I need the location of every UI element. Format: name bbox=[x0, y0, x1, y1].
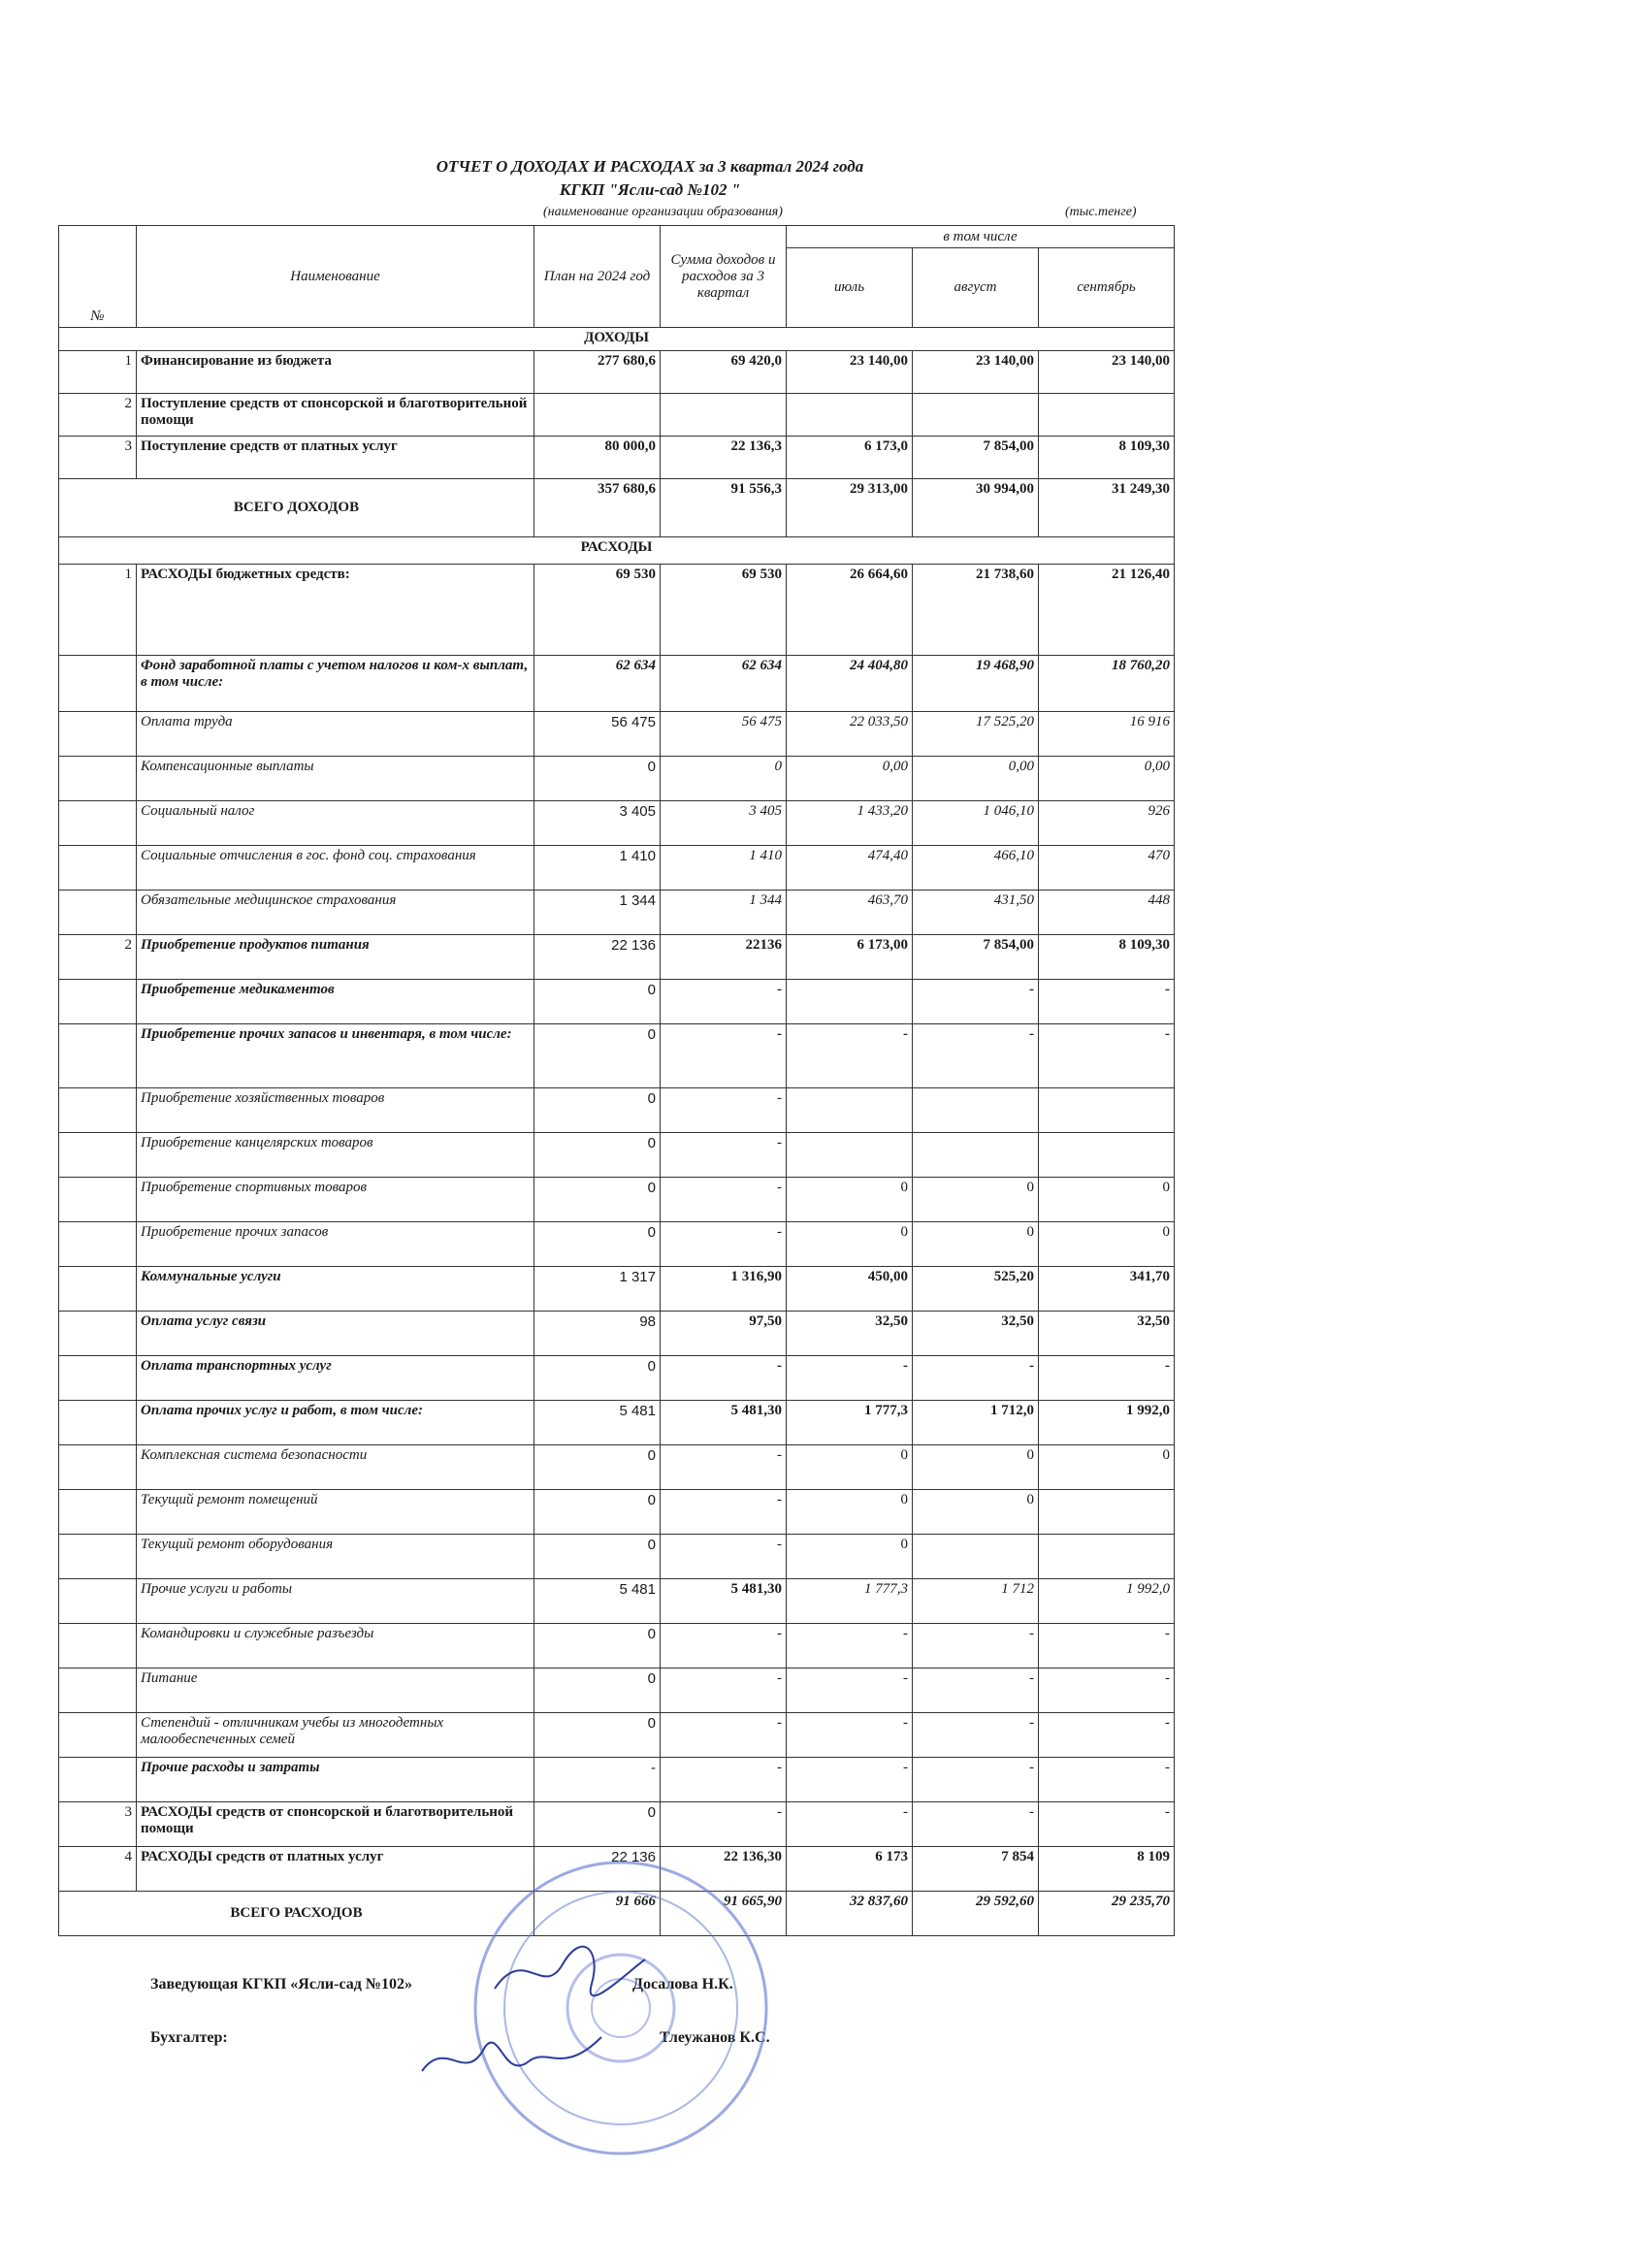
cell-m3: 8 109 bbox=[1039, 1847, 1175, 1892]
cell-m2: 7 854,00 bbox=[913, 935, 1039, 980]
table-row bbox=[59, 394, 1175, 437]
cell-m1 bbox=[787, 1133, 913, 1178]
row-number: 1 bbox=[59, 351, 137, 394]
cell-sum: 91 556,3 bbox=[661, 479, 787, 537]
table-header-row bbox=[59, 226, 1175, 248]
table-row bbox=[59, 1222, 1175, 1267]
cell-m2: 431,50 bbox=[913, 891, 1039, 935]
cell-plan: 62 634 bbox=[534, 656, 661, 712]
cell-sum: 22136 bbox=[661, 935, 787, 980]
row-name: Поступление средств от спонсорской и благотворительной помощи bbox=[137, 394, 534, 437]
cell-m3: 0 bbox=[1039, 1445, 1175, 1490]
cell-m3: - bbox=[1039, 980, 1175, 1024]
row-number bbox=[59, 1133, 137, 1178]
cell-m2 bbox=[913, 1535, 1039, 1579]
cell-m3 bbox=[1039, 1535, 1175, 1579]
cell-m2: - bbox=[913, 1802, 1039, 1847]
row-name: Комплексная система безопасности bbox=[137, 1445, 534, 1490]
cell-m1: 26 664,60 bbox=[787, 565, 913, 656]
cell-plan: 1 410 bbox=[534, 846, 661, 891]
cell-m2: 0,00 bbox=[913, 757, 1039, 801]
cell-m3: - bbox=[1039, 1669, 1175, 1713]
head-signature bbox=[485, 1940, 650, 2008]
table-row bbox=[59, 1088, 1175, 1133]
report-title: ОТЧЕТ О ДОХОДАХ И РАСХОДАХ за 3 квартал 2024 года bbox=[436, 157, 864, 176]
table-row bbox=[59, 1356, 1175, 1401]
cell-sum: - bbox=[661, 1445, 787, 1490]
cell-sum: 5 481,30 bbox=[661, 1401, 787, 1445]
row-name: Приобретение прочих запасов и инвентаря, в том числе: bbox=[137, 1024, 534, 1088]
head-signature-label: Заведующая КГКП «Ясли-сад №102» bbox=[150, 1976, 412, 1993]
row-number: 4 bbox=[59, 1847, 137, 1892]
cell-sum: - bbox=[661, 1024, 787, 1088]
cell-m2: 29 592,60 bbox=[913, 1892, 1039, 1936]
cell-m3 bbox=[1039, 1133, 1175, 1178]
cell-sum: 69 420,0 bbox=[661, 351, 787, 394]
cell-plan: 0 bbox=[534, 1802, 661, 1847]
cell-sum: - bbox=[661, 1490, 787, 1535]
cell-m3: 29 235,70 bbox=[1039, 1892, 1175, 1936]
cell-m2: - bbox=[913, 1669, 1039, 1713]
table-row bbox=[59, 1758, 1175, 1802]
row-name: Приобретение канцелярских товаров bbox=[137, 1133, 534, 1178]
cell-sum: 62 634 bbox=[661, 656, 787, 712]
row-name: РАСХОДЫ средств от спонсорской и благотворительной помощи bbox=[137, 1802, 534, 1847]
cell-plan: 0 bbox=[534, 1490, 661, 1535]
row-number bbox=[59, 1267, 137, 1312]
col-name-header: Наименование bbox=[137, 226, 534, 328]
cell-sum: 97,50 bbox=[661, 1312, 787, 1356]
table-row bbox=[59, 935, 1175, 980]
cell-m3: 23 140,00 bbox=[1039, 351, 1175, 394]
row-number bbox=[59, 1624, 137, 1669]
row-number bbox=[59, 846, 137, 891]
cell-m2: 525,20 bbox=[913, 1267, 1039, 1312]
table-row bbox=[59, 1267, 1175, 1312]
table-row bbox=[59, 1312, 1175, 1356]
cell-plan: 0 bbox=[534, 1133, 661, 1178]
row-number: 3 bbox=[59, 1802, 137, 1847]
table-row bbox=[59, 712, 1175, 757]
report-table bbox=[58, 225, 1175, 1936]
row-name: Социальные отчисления в гос. фонд соц. страхования bbox=[137, 846, 534, 891]
cell-plan: 0 bbox=[534, 980, 661, 1024]
cell-sum: 0 bbox=[661, 757, 787, 801]
cell-m1: 32 837,60 bbox=[787, 1892, 913, 1936]
row-number: 2 bbox=[59, 394, 137, 437]
cell-plan: 1 317 bbox=[534, 1267, 661, 1312]
cell-m1: 0 bbox=[787, 1222, 913, 1267]
cell-plan: 22 136 bbox=[534, 1847, 661, 1892]
cell-m1: - bbox=[787, 1624, 913, 1669]
row-number bbox=[59, 1178, 137, 1222]
row-number: 2 bbox=[59, 935, 137, 980]
table-row bbox=[59, 1669, 1175, 1713]
cell-sum: 1 316,90 bbox=[661, 1267, 787, 1312]
cell-sum: 1 344 bbox=[661, 891, 787, 935]
table-row bbox=[59, 891, 1175, 935]
cell-m1 bbox=[787, 980, 913, 1024]
table-row bbox=[59, 437, 1175, 479]
row-number bbox=[59, 712, 137, 757]
cell-sum: 1 410 bbox=[661, 846, 787, 891]
col-september-header: сентябрь bbox=[1039, 248, 1175, 328]
cell-sum: - bbox=[661, 1222, 787, 1267]
row-name: Командировки и служебные разъезды bbox=[137, 1624, 534, 1669]
cell-sum: 22 136,3 bbox=[661, 437, 787, 479]
cell-m1: - bbox=[787, 1758, 913, 1802]
cell-m3: 926 bbox=[1039, 801, 1175, 846]
col-plan-header: План на 2024 год bbox=[534, 226, 661, 328]
cell-m1: - bbox=[787, 1713, 913, 1758]
cell-plan: 56 475 bbox=[534, 712, 661, 757]
cell-m1: 0 bbox=[787, 1178, 913, 1222]
seal-outer-ring bbox=[475, 1863, 766, 2154]
table-row bbox=[59, 351, 1175, 394]
cell-m3: 16 916 bbox=[1039, 712, 1175, 757]
row-name: Компенсационные выплаты bbox=[137, 757, 534, 801]
row-name: Финансирование из бюджета bbox=[137, 351, 534, 394]
row-name: Приобретение хозяйственных товаров bbox=[137, 1088, 534, 1133]
col-number-header: № bbox=[59, 226, 137, 328]
organization-name: КГКП "Ясли-сад №102 " bbox=[559, 180, 741, 199]
cell-plan: 3 405 bbox=[534, 801, 661, 846]
cell-m2 bbox=[913, 1133, 1039, 1178]
cell-sum: - bbox=[661, 1133, 787, 1178]
cell-plan: 0 bbox=[534, 1088, 661, 1133]
cell-m3: 32,50 bbox=[1039, 1312, 1175, 1356]
row-name: Оплата услуг связи bbox=[137, 1312, 534, 1356]
row-name: Коммунальные услуги bbox=[137, 1267, 534, 1312]
cell-m2: - bbox=[913, 1624, 1039, 1669]
cell-m1: 32,50 bbox=[787, 1312, 913, 1356]
table-row bbox=[59, 1579, 1175, 1624]
cell-sum: 3 405 bbox=[661, 801, 787, 846]
cell-m2: 7 854 bbox=[913, 1847, 1039, 1892]
cell-plan: 0 bbox=[534, 1222, 661, 1267]
cell-sum: 69 530 bbox=[661, 565, 787, 656]
row-name: Оплата труда bbox=[137, 712, 534, 757]
row-number bbox=[59, 801, 137, 846]
cell-sum: 22 136,30 bbox=[661, 1847, 787, 1892]
income-section-row bbox=[59, 328, 1175, 351]
cell-plan: 80 000,0 bbox=[534, 437, 661, 479]
organization-caption: (наименование организации образования) bbox=[543, 205, 783, 219]
cell-plan: 0 bbox=[534, 757, 661, 801]
cell-sum: - bbox=[661, 1088, 787, 1133]
cell-m1: 24 404,80 bbox=[787, 656, 913, 712]
cell-m3 bbox=[1039, 1490, 1175, 1535]
col-july-header: июль bbox=[787, 248, 913, 328]
row-number bbox=[59, 1222, 137, 1267]
row-name: РАСХОДЫ средств от платных услуг bbox=[137, 1847, 534, 1892]
official-seal bbox=[466, 1853, 776, 2163]
cell-plan: 0 bbox=[534, 1445, 661, 1490]
table-row bbox=[59, 801, 1175, 846]
row-number bbox=[59, 891, 137, 935]
cell-m3: 8 109,30 bbox=[1039, 935, 1175, 980]
cell-m1: - bbox=[787, 1024, 913, 1088]
table-row bbox=[59, 565, 1175, 656]
table-row bbox=[59, 1401, 1175, 1445]
cell-plan bbox=[534, 394, 661, 437]
cell-m2: 0 bbox=[913, 1222, 1039, 1267]
cell-plan: 0 bbox=[534, 1669, 661, 1713]
row-number bbox=[59, 1713, 137, 1758]
cell-m1: 6 173 bbox=[787, 1847, 913, 1892]
total-label: ВСЕГО РАСХОДОВ bbox=[59, 1892, 534, 1936]
expense-section-row-title: РАСХОДЫ bbox=[59, 537, 1175, 565]
col-sum-header: Сумма доходов и расходов за 3 квартал bbox=[661, 226, 787, 328]
row-number bbox=[59, 1356, 137, 1401]
table-row bbox=[59, 980, 1175, 1024]
row-name: Приобретение прочих запасов bbox=[137, 1222, 534, 1267]
row-number: 3 bbox=[59, 437, 137, 479]
cell-m1: 0,00 bbox=[787, 757, 913, 801]
cell-m2: - bbox=[913, 1758, 1039, 1802]
cell-sum: 5 481,30 bbox=[661, 1579, 787, 1624]
row-number: 1 bbox=[59, 565, 137, 656]
cell-m2 bbox=[913, 394, 1039, 437]
cell-m1: 463,70 bbox=[787, 891, 913, 935]
accountant-signature-name: Тлеужанов К.С. bbox=[660, 2029, 770, 2046]
cell-plan: 5 481 bbox=[534, 1579, 661, 1624]
cell-m3 bbox=[1039, 1088, 1175, 1133]
row-name: Поступление средств от платных услуг bbox=[137, 437, 534, 479]
cell-m2: 19 468,90 bbox=[913, 656, 1039, 712]
table-row bbox=[59, 1133, 1175, 1178]
cell-m1: 23 140,00 bbox=[787, 351, 913, 394]
cell-m3: 0,00 bbox=[1039, 757, 1175, 801]
cell-plan: 0 bbox=[534, 1535, 661, 1579]
cell-plan: 0 bbox=[534, 1356, 661, 1401]
table-row bbox=[59, 656, 1175, 712]
cell-sum: - bbox=[661, 1758, 787, 1802]
cell-sum: - bbox=[661, 1356, 787, 1401]
cell-plan: 0 bbox=[534, 1024, 661, 1088]
cell-m3: - bbox=[1039, 1713, 1175, 1758]
table-row bbox=[59, 1535, 1175, 1579]
cell-plan: 1 344 bbox=[534, 891, 661, 935]
cell-m2: 21 738,60 bbox=[913, 565, 1039, 656]
cell-m3: 448 bbox=[1039, 891, 1175, 935]
cell-m3: 341,70 bbox=[1039, 1267, 1175, 1312]
cell-m2: - bbox=[913, 1713, 1039, 1758]
table-row bbox=[59, 1445, 1175, 1490]
table-row bbox=[59, 1024, 1175, 1088]
row-name: Текущий ремонт помещений bbox=[137, 1490, 534, 1535]
table-row bbox=[59, 1624, 1175, 1669]
cell-m2: 1 046,10 bbox=[913, 801, 1039, 846]
cell-m1: 6 173,0 bbox=[787, 437, 913, 479]
cell-m2: - bbox=[913, 980, 1039, 1024]
row-number bbox=[59, 1088, 137, 1133]
cell-m1: 1 777,3 bbox=[787, 1401, 913, 1445]
row-name: Питание bbox=[137, 1669, 534, 1713]
cell-plan: 277 680,6 bbox=[534, 351, 661, 394]
cell-plan: 357 680,6 bbox=[534, 479, 661, 537]
cell-m2: 7 854,00 bbox=[913, 437, 1039, 479]
cell-m1: 29 313,00 bbox=[787, 479, 913, 537]
cell-m3: 21 126,40 bbox=[1039, 565, 1175, 656]
cell-m1: 0 bbox=[787, 1535, 913, 1579]
cell-m3: 8 109,30 bbox=[1039, 437, 1175, 479]
cell-m1: 6 173,00 bbox=[787, 935, 913, 980]
cell-m3: 1 992,0 bbox=[1039, 1579, 1175, 1624]
cell-plan: 0 bbox=[534, 1713, 661, 1758]
cell-sum: - bbox=[661, 1669, 787, 1713]
cell-plan: 5 481 bbox=[534, 1401, 661, 1445]
row-number bbox=[59, 1401, 137, 1445]
col-including-header: в том числе bbox=[787, 226, 1175, 248]
cell-m2: 0 bbox=[913, 1445, 1039, 1490]
accountant-signature-label: Бухгалтер: bbox=[150, 2029, 228, 2046]
cell-m2: 17 525,20 bbox=[913, 712, 1039, 757]
cell-m1: 1 433,20 bbox=[787, 801, 913, 846]
cell-plan: 0 bbox=[534, 1624, 661, 1669]
row-number bbox=[59, 1445, 137, 1490]
row-number bbox=[59, 1669, 137, 1713]
row-name: Прочие услуги и работы bbox=[137, 1579, 534, 1624]
cell-m2: 1 712 bbox=[913, 1579, 1039, 1624]
row-number bbox=[59, 757, 137, 801]
row-name: Социальный налог bbox=[137, 801, 534, 846]
cell-sum: 56 475 bbox=[661, 712, 787, 757]
cell-m2: 0 bbox=[913, 1178, 1039, 1222]
cell-m3 bbox=[1039, 394, 1175, 437]
cell-m2: 0 bbox=[913, 1490, 1039, 1535]
table-row bbox=[59, 846, 1175, 891]
cell-m1 bbox=[787, 394, 913, 437]
cell-m2: - bbox=[913, 1024, 1039, 1088]
row-name: Прочие расходы и затраты bbox=[137, 1758, 534, 1802]
table-row bbox=[59, 757, 1175, 801]
cell-sum: - bbox=[661, 1535, 787, 1579]
head-signature-name: Досалова Н.К. bbox=[632, 1976, 733, 1993]
row-number bbox=[59, 1579, 137, 1624]
expense-section-row bbox=[59, 537, 1175, 565]
row-number bbox=[59, 656, 137, 712]
cell-m3: 0 bbox=[1039, 1222, 1175, 1267]
cell-m2 bbox=[913, 1088, 1039, 1133]
cell-m1: - bbox=[787, 1669, 913, 1713]
cell-m1: 450,00 bbox=[787, 1267, 913, 1312]
row-number bbox=[59, 1312, 137, 1356]
cell-m2: - bbox=[913, 1356, 1039, 1401]
cell-plan: 98 bbox=[534, 1312, 661, 1356]
cell-m2: 466,10 bbox=[913, 846, 1039, 891]
cell-plan: 0 bbox=[534, 1178, 661, 1222]
cell-sum: - bbox=[661, 1178, 787, 1222]
cell-plan: 91 666 bbox=[534, 1892, 661, 1936]
cell-sum: 91 665,90 bbox=[661, 1892, 787, 1936]
row-name: Фонд заработной платы с учетом налогов и ком-х выплат, в том числе: bbox=[137, 656, 534, 712]
table-row bbox=[59, 1178, 1175, 1222]
cell-sum: - bbox=[661, 980, 787, 1024]
total-row bbox=[59, 479, 1175, 537]
cell-m3: - bbox=[1039, 1356, 1175, 1401]
cell-m2: 30 994,00 bbox=[913, 479, 1039, 537]
cell-m3: - bbox=[1039, 1024, 1175, 1088]
row-name: Текущий ремонт оборудования bbox=[137, 1535, 534, 1579]
row-name: Оплата транспортных услуг bbox=[137, 1356, 534, 1401]
cell-m1: - bbox=[787, 1802, 913, 1847]
table-row bbox=[59, 1802, 1175, 1847]
table-row bbox=[59, 1713, 1175, 1758]
cell-m1: 0 bbox=[787, 1445, 913, 1490]
total-label: ВСЕГО ДОХОДОВ bbox=[59, 479, 534, 537]
cell-m2: 32,50 bbox=[913, 1312, 1039, 1356]
row-number bbox=[59, 1535, 137, 1579]
cell-m3: 31 249,30 bbox=[1039, 479, 1175, 537]
row-name: РАСХОДЫ бюджетных средств: bbox=[137, 565, 534, 656]
table-row bbox=[59, 1490, 1175, 1535]
cell-m1: 22 033,50 bbox=[787, 712, 913, 757]
row-number bbox=[59, 1490, 137, 1535]
row-name: Приобретение медикаментов bbox=[137, 980, 534, 1024]
cell-m2: 1 712,0 bbox=[913, 1401, 1039, 1445]
row-number bbox=[59, 1758, 137, 1802]
cell-m3: - bbox=[1039, 1758, 1175, 1802]
cell-m1: - bbox=[787, 1356, 913, 1401]
cell-m3: - bbox=[1039, 1624, 1175, 1669]
cell-m3: - bbox=[1039, 1802, 1175, 1847]
accountant-signature bbox=[417, 2027, 611, 2095]
cell-plan: 69 530 bbox=[534, 565, 661, 656]
cell-m2: 23 140,00 bbox=[913, 351, 1039, 394]
cell-m1: 0 bbox=[787, 1490, 913, 1535]
cell-plan: 22 136 bbox=[534, 935, 661, 980]
cell-sum bbox=[661, 394, 787, 437]
row-number bbox=[59, 980, 137, 1024]
row-name: Степендий - отличникам учебы из многодетных малообеспеченных семей bbox=[137, 1713, 534, 1758]
row-name: Приобретение спортивных товаров bbox=[137, 1178, 534, 1222]
row-name: Обязательные медицинское страхования bbox=[137, 891, 534, 935]
cell-sum: - bbox=[661, 1713, 787, 1758]
col-august-header: август bbox=[913, 248, 1039, 328]
cell-m3: 470 bbox=[1039, 846, 1175, 891]
cell-m1 bbox=[787, 1088, 913, 1133]
cell-m3: 0 bbox=[1039, 1178, 1175, 1222]
units-label: (тыс.тенге) bbox=[1065, 205, 1137, 219]
cell-m3: 18 760,20 bbox=[1039, 656, 1175, 712]
cell-sum: - bbox=[661, 1624, 787, 1669]
income-section-row-title: ДОХОДЫ bbox=[59, 328, 1175, 351]
cell-sum: - bbox=[661, 1802, 787, 1847]
row-name: Приобретение продуктов питания bbox=[137, 935, 534, 980]
cell-plan: - bbox=[534, 1758, 661, 1802]
cell-m1: 474,40 bbox=[787, 846, 913, 891]
row-number bbox=[59, 1024, 137, 1088]
cell-m3: 1 992,0 bbox=[1039, 1401, 1175, 1445]
report-table-body bbox=[59, 226, 1175, 1936]
cell-m1: 1 777,3 bbox=[787, 1579, 913, 1624]
row-name: Оплата прочих услуг и работ, в том числе: bbox=[137, 1401, 534, 1445]
